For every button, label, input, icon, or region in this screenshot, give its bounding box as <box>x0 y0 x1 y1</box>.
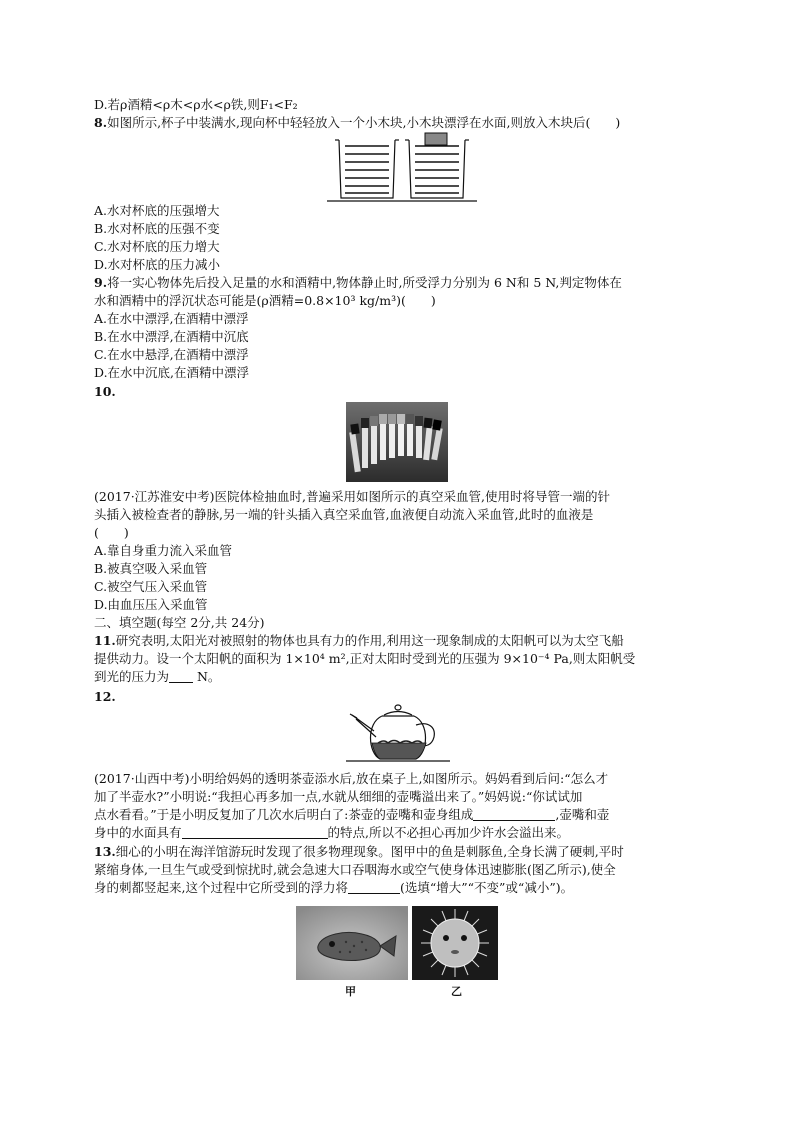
q10-option-b: B.被真空吸入采血管 <box>94 561 208 576</box>
q8-option-c: C.水对杯底的压力增大 <box>94 239 220 254</box>
section-heading: 二、填空题(每空 2分,共 24分) <box>94 615 265 630</box>
caption-yi: 乙 <box>451 985 462 998</box>
q13-line2: 紧缩身体,一旦生气或受到惊扰时,就会急速大口吞咽海水或空气使身体迅速膨胀(图乙所示),使全 <box>94 862 616 877</box>
q12-number: 12. <box>94 689 116 704</box>
cup-right <box>405 140 469 198</box>
teapot-knob <box>395 705 401 710</box>
q12-text3a: 点水看看。”于是小明反复加了几次水后明白了:茶壶的壶嘴和壶身组成 <box>94 807 474 822</box>
teapot-lid <box>384 712 412 716</box>
caption-jia: 甲 <box>345 985 356 998</box>
q11-number: 11. <box>94 633 116 648</box>
q9-stem-line1 <box>94 274 714 292</box>
q9-option-b: B.在水中漂浮,在酒精中沉底 <box>94 329 249 344</box>
q13-line1 <box>94 843 714 861</box>
teapot-water <box>372 743 426 759</box>
cup-figure <box>327 132 477 204</box>
q11-answer-blank[interactable] <box>169 670 193 683</box>
q10-option-c: C.被空气压入采血管 <box>94 579 208 594</box>
q11-text3a: 到光的压力为 <box>94 669 170 684</box>
q10-stem-line1: (2017·江苏淮安中考)医院体检抽血时,普遍采用如图所示的真空采血管,使用时将导管一端的针 <box>94 489 610 504</box>
q11-line1 <box>94 632 714 650</box>
q12-line2: 加了半壶水?”小明说:“我担心再多加一点,水就从细细的壶嘴溢出来了。”妈妈说:“你试试加 <box>94 789 583 804</box>
q11-line2: 提供动力。设一个太阳帆的面积为 1×10⁴ m²,正对太阳时受到光的压强为 9×10⁻⁴ Pa,则太阳帆受 <box>94 651 636 666</box>
q8-option-a: A.水对杯底的压强增大 <box>94 203 220 218</box>
q12-line1: (2017·山西中考)小明给妈妈的透明茶壶添水后,放在桌子上,如图所示。妈妈看到后问:“怎么才 <box>94 771 609 786</box>
q9-stem-text1: 将一实心物体先后投入足量的水和酒精中,物体静止时,所受浮力分别为 6 N和 5 N,判定物体在 <box>107 275 622 290</box>
q8-number: 8. <box>94 115 108 130</box>
q9-number: 9. <box>94 275 108 290</box>
q9-option-c: C.在水中悬浮,在酒精中漂浮 <box>94 347 249 362</box>
q13-text3b: (选填“增大”“不变”或“减小”)。 <box>399 880 574 895</box>
q12-line4 <box>94 824 714 842</box>
q9-stem-line2: 水和酒精中的浮沉状态可能是(ρ酒精=0.8×10³ kg/m³)( ) <box>94 293 436 308</box>
q8-stem <box>94 114 714 132</box>
fish-photo-yi <box>412 906 498 980</box>
q11-line3 <box>94 668 714 686</box>
q8-option-b: B.水对杯底的压强不变 <box>94 221 220 236</box>
q13-number: 13. <box>94 844 116 859</box>
q11-text1: 研究表明,太阳光对被照射的物体也具有力的作用,利用这一现象制成的太阳帆可以为太空飞船 <box>115 633 624 648</box>
blood-tube-photo <box>346 402 448 482</box>
q10-number: 10. <box>94 384 116 399</box>
q13-answer-blank[interactable] <box>348 881 400 894</box>
q12-text4b: 的特点,所以不必担心再加少许水会溢出来。 <box>327 825 569 840</box>
q9-option-a: A.在水中漂浮,在酒精中漂浮 <box>94 311 249 326</box>
cup-left <box>335 140 399 198</box>
q9-option-d: D.在水中沉底,在酒精中漂浮 <box>94 365 250 380</box>
q13-line3 <box>94 879 714 897</box>
q10-stem-line3: ( ) <box>94 525 129 540</box>
q12-text3b: ,壶嘴和壶 <box>555 807 610 822</box>
pufferfish-inflated <box>431 919 479 967</box>
q13-text3a: 身的刺都竖起来,这个过程中它所受到的浮力将 <box>94 880 348 895</box>
teapot-figure <box>346 703 450 765</box>
q10-option-d: D.由血压压入采血管 <box>94 597 208 612</box>
q7-option-d: D.若ρ酒精<ρ木<ρ水<ρ铁,则F₁<F₂ <box>94 97 298 112</box>
q13-text1: 细心的小明在海洋馆游玩时发现了很多物理现象。图甲中的鱼是刺豚鱼,全身长满了硬刺,平时 <box>115 844 624 859</box>
q11-text3b: N。 <box>193 669 221 684</box>
q10-option-a: A.靠自身重力流入采血管 <box>94 543 233 558</box>
q12-answer-blank-1[interactable] <box>473 808 555 821</box>
q10-stem-line2: 头插入被检查者的静脉,另一端的针头插入真空采血管,血液便自动流入采血管,此时的血液是 <box>94 507 594 522</box>
q12-text4a: 身中的水面具有 <box>94 825 182 840</box>
q12-line3 <box>94 806 714 824</box>
wood-block <box>425 133 447 145</box>
pufferfish-deflated <box>318 933 381 961</box>
q8-stem-text: 如图所示,杯子中装满水,现向杯中轻轻放入一个小木块,小木块漂浮在水面,则放入木块后( ) <box>107 115 621 130</box>
q8-option-d: D.水对杯底的压力减小 <box>94 257 221 272</box>
fish-photo-jia <box>296 906 408 980</box>
q12-answer-blank-2[interactable] <box>182 826 328 839</box>
